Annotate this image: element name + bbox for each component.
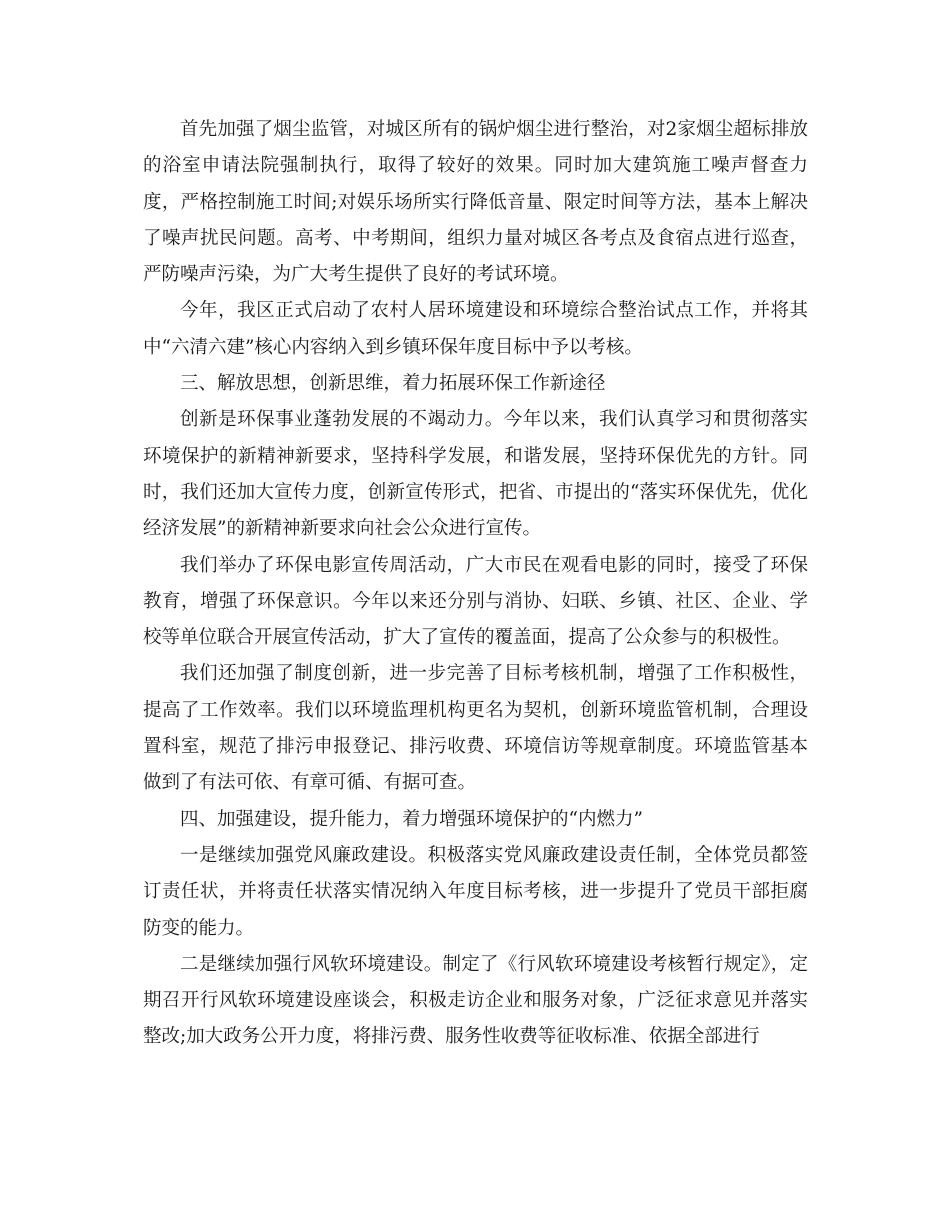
paragraph-publicity-activities: 我们举办了环保电影宣传周活动，广大市民在观看电影的同时，接受了环保教育，增强了环保意识。今年以来还分别与消协、妇联、乡镇、社区、企业、学校等单位联合开展宣传活动，扩大了宣传的覆盖面，提高了公众参与的积极性。 [143,554,808,649]
paragraph-smoke-dust-supervision: 首先加强了烟尘监管，对城区所有的锅炉烟尘进行整治，对2家烟尘超标排放的浴室申请法院强制执行，取得了较好的效果。同时加大建筑施工噪声督查力度，严格控制施工时间;对娱乐场所实行降低音量、限定时间等方法，基本上解决了噪声扰民问题。高考、中考期间，组织力量对城区各考点及食宿点进行巡查，严防噪声污染，为广大考生提供了良好的考试环境。 [143,119,808,286]
paragraph-innovation: 创新是环保事业蓬勃发展的不竭动力。今年以来，我们认真学习和贯彻落实环境保护的新精神新要求，坚持科学发展，和谐发展，坚持环保优先的方针。同时，我们还加大宣传力度，创新宣传形式，把省、市提出的“落实环保优先，优化经济发展”的新精神新要求向社会公众进行宣传。 [143,409,808,540]
paragraph-soft-environment: 二是继续加强行风软环境建设。制定了《行风软环境建设考核暂行规定》，定期召开行风软环境建设座谈会，积极走访企业和服务对象，广泛征求意见并落实整改;加大政务公开力度，将排污费、服务性收费等征收标准、依据全部进行 [143,953,808,1048]
paragraph-rural-environment: 今年，我区正式启动了农村人居环境建设和环境综合整治试点工作，并将其中“六清六建”核心内容纳入到乡镇环保年度目标中予以考核。 [143,300,808,358]
section-heading-4: 四、加强建设，提升能力，着力增强环境保护的“内燃力” [180,808,643,830]
paragraph-system-innovation: 我们还加强了制度创新，进一步完善了目标考核机制，增强了工作积极性，提高了工作效率。我们以环境监理机构更名为契机，创新环境监管机制，合理设置科室，规范了排污申报登记、排污收费、环境信访等规章制度。环境监管基本做到了有法可依、有章可循、有据可查。 [143,663,808,794]
document-body [143,112,808,1056]
section-heading-3: 三、解放思想，创新思维，着力拓展环保工作新途径 [180,373,606,395]
paragraph-party-integrity: 一是继续加强党风廉政建设。积极落实党风廉政建设责任制，全体党员都签订责任状，并将责任状落实情况纳入年度目标考核，进一步提升了党员干部拒腐防变的能力。 [143,844,808,939]
